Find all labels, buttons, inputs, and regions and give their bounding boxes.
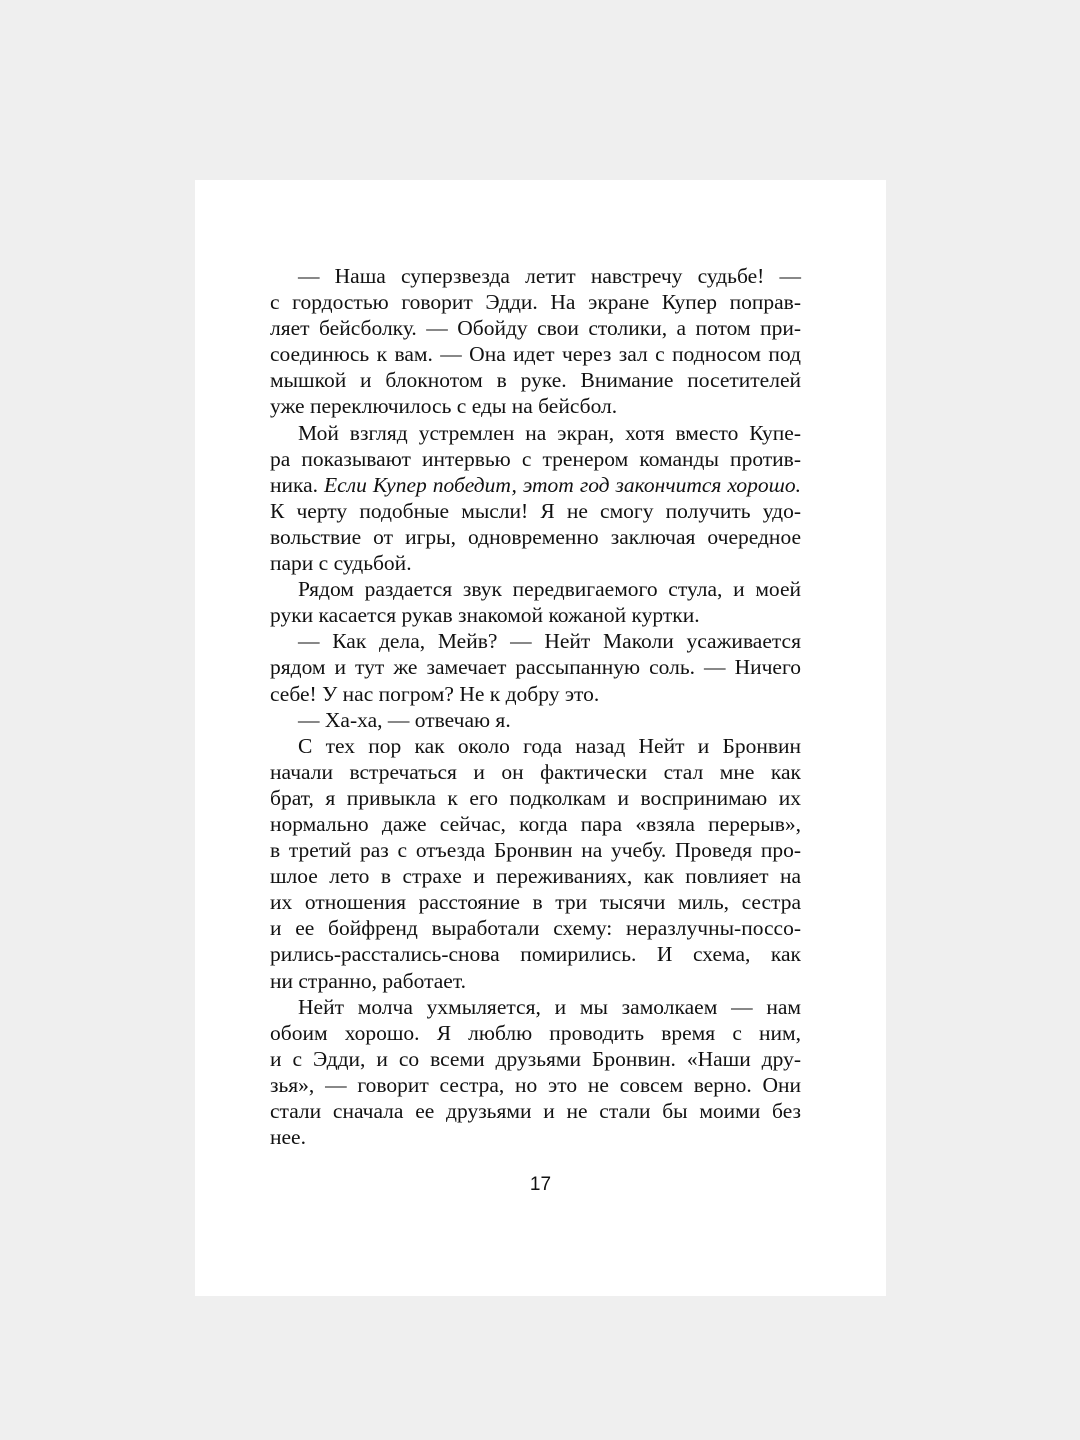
text-line: пари с судьбой. xyxy=(270,551,412,576)
text-line: С тех пор как около года назад Нейт и Бронвин xyxy=(298,733,801,758)
text-line: себе! У нас погром? Не к добру это. xyxy=(270,681,600,706)
paragraph-6 xyxy=(270,733,801,994)
text-fragment: ника. xyxy=(270,472,319,497)
text-line: шлое лето в страхе и переживаниях, как повлияет на xyxy=(270,864,801,889)
text-line: в третий раз с отъезда Бронвин на учебу. Проведя про- xyxy=(270,838,801,863)
text-line: нее. xyxy=(270,1125,306,1150)
text-line: Рядом раздается звук передвигаемого стула, и моей xyxy=(298,577,801,602)
text-line: нормально даже сейчас, когда пара «взяла перерыв», xyxy=(270,811,801,836)
book-page xyxy=(195,180,886,1296)
text-line: зья», — говорит сестра, но это не совсем верно. Они xyxy=(270,1072,801,1097)
text-line: обоим хорошо. Я люблю проводить время с ним, xyxy=(270,1020,801,1045)
text-line: и с Эдди, и со всеми друзьями Бронвин. «Наши дру- xyxy=(270,1046,801,1071)
text-line: ни странно, работает. xyxy=(270,968,466,993)
italic-thought: Если Купер победит, этот год закончится хорошо. xyxy=(324,472,801,497)
paragraph-1 xyxy=(270,263,801,420)
text-line: Нейт молча ухмыляется, и мы замолкаем — нам xyxy=(298,994,801,1019)
text-line: мышкой и блокнотом в руке. Внимание посетителей xyxy=(270,368,801,393)
text-line: — Как дела, Мейв? — Нейт Маколи усаживается xyxy=(298,629,801,654)
paragraph-4 xyxy=(270,628,801,706)
text-line: руки касается рукав знакомой кожаной куртки. xyxy=(270,603,700,628)
text-line: вольствие от игры, одновременно заключая очередное xyxy=(270,524,801,549)
text-line-with-thought xyxy=(270,472,801,498)
text-line: — Наша суперзвезда летит навстречу судьбе! — xyxy=(298,264,801,288)
text-line: уже переключилось с еды на бейсбол. xyxy=(270,394,618,419)
text-line: ляет бейсболку. — Обойду свои столики, а потом при- xyxy=(270,316,801,341)
text-line: соединюсь к вам. — Она идет через зал с подносом под xyxy=(270,342,801,367)
text-line: брат, я привыкла к его подколкам и воспринимаю их xyxy=(270,785,801,810)
text-line: рились-расстались-снова помирились. И схема, как xyxy=(270,942,801,967)
text-line: — Ха-ха, — отвечаю я. xyxy=(298,707,511,732)
text-line: начали встречаться и он фактически стал мне как xyxy=(270,759,801,784)
page-number: 17 xyxy=(529,1174,552,1195)
paragraph-5 xyxy=(270,707,801,733)
body-text xyxy=(270,263,801,1150)
paragraph-2 xyxy=(270,420,801,577)
text-line: ра показывают интервью с тренером команды против- xyxy=(270,446,801,471)
text-line: и ее бойфренд выработали схему: неразлучны-поссо- xyxy=(270,916,801,941)
text-line: К черту подобные мысли! Я не смогу получить удо- xyxy=(270,498,801,523)
paragraph-3 xyxy=(270,576,801,628)
text-line: рядом и тут же замечает рассыпанную соль. — Ничего xyxy=(270,655,801,680)
text-line: их отношения расстояние в три тысячи миль, сестра xyxy=(270,890,801,915)
text-line: Мой взгляд устремлен на экран, хотя вместо Купе- xyxy=(298,420,801,445)
paragraph-7 xyxy=(270,994,801,1151)
text-line: с гордостью говорит Эдди. На экране Купер поправ- xyxy=(270,290,801,315)
text-line: стали сначала ее друзьями и не стали бы моими без xyxy=(270,1099,801,1123)
